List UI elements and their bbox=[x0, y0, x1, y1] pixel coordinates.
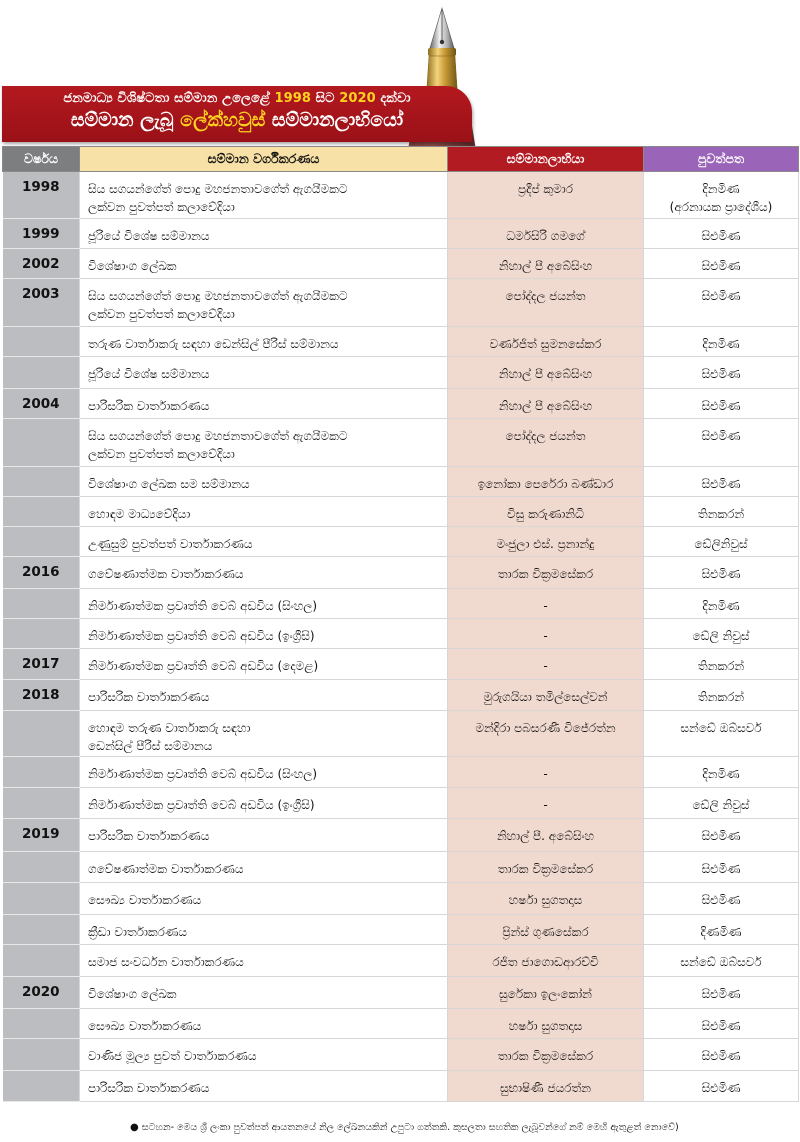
cell-category bbox=[80, 1039, 448, 1071]
cell-winner-line: මන්දිරා පබසරණී විජේරත්න bbox=[475, 721, 616, 735]
table-row bbox=[3, 249, 799, 279]
cell-winner bbox=[448, 219, 644, 249]
cell-winner-line: මංජුලා එස්. ප්‍රනාන්දු bbox=[496, 537, 595, 551]
table-row bbox=[3, 1039, 799, 1071]
cell-newspaper bbox=[644, 497, 799, 527]
cell-category-line: ලක්වන පුවත්පත් කලාවේදියා bbox=[88, 447, 235, 461]
cell-newspaper-line: ඩේලි නිවුස් bbox=[692, 629, 750, 643]
cell-category-line: පාරිසරික වාර්තාකරණය bbox=[88, 1081, 210, 1095]
table-row bbox=[3, 219, 799, 249]
cell-winner bbox=[448, 1071, 644, 1102]
cell-winner-line: නිහාල් පී. අබේසිංහ bbox=[496, 829, 595, 843]
cell-category bbox=[80, 357, 448, 389]
table-row bbox=[3, 389, 799, 419]
cell-category bbox=[80, 419, 448, 467]
cell-year bbox=[3, 1039, 80, 1071]
cell-winner bbox=[448, 757, 644, 788]
cell-year: 2020 bbox=[3, 977, 80, 1009]
cell-winner-line: - bbox=[543, 659, 548, 673]
cell-winner-line: පෝද්දල ජයන්ත bbox=[505, 429, 586, 443]
cell-newspaper bbox=[644, 589, 799, 619]
cell-category-line: හොඳම තරුණ වාර්තාකරු සඳහා bbox=[88, 721, 251, 735]
cell-winner bbox=[448, 788, 644, 819]
cell-newspaper-line: දිනමිණ bbox=[702, 599, 740, 613]
cell-newspaper bbox=[644, 389, 799, 419]
cell-category bbox=[80, 1071, 448, 1102]
cell-year bbox=[3, 467, 80, 497]
cell-winner-line: නිහාල් පී අබේසිංහ bbox=[498, 367, 593, 381]
table-row bbox=[3, 527, 799, 557]
cell-category bbox=[80, 249, 448, 279]
cell-year bbox=[3, 788, 80, 819]
cell-category-line: සිය සගයන්ගේත් පොදු මහජනතාවගේත් ඇගයීමකට bbox=[88, 289, 348, 303]
table-row bbox=[3, 1009, 799, 1039]
cell-category-line: විශේෂාංග ලේඛක සම සම්මානය bbox=[88, 477, 250, 491]
cell-category bbox=[80, 219, 448, 249]
cell-year bbox=[3, 619, 80, 649]
table-row bbox=[3, 649, 799, 680]
cell-year bbox=[3, 589, 80, 619]
cell-category bbox=[80, 527, 448, 557]
table-row bbox=[3, 589, 799, 619]
cell-category bbox=[80, 327, 448, 357]
cell-category-line: පාරිසරික වාර්තාකරණය bbox=[88, 399, 210, 413]
cell-category bbox=[80, 852, 448, 883]
cell-winner-line: ධර්මසිරි ගමගේ bbox=[506, 229, 585, 243]
table-row bbox=[3, 788, 799, 819]
cell-newspaper-line: සිළුමිණ bbox=[701, 893, 741, 907]
cell-winner-line: පෝද්දල ජයන්ත bbox=[505, 289, 586, 303]
cell-newspaper-line: සිළුමිණ bbox=[701, 229, 741, 243]
cell-category bbox=[80, 497, 448, 527]
cell-year bbox=[3, 419, 80, 467]
cell-winner-line: - bbox=[543, 798, 548, 812]
cell-category-line: සිය සගයන්ගේත් පොදු මහජනතාවගේත් ඇගයීමකට bbox=[88, 429, 348, 443]
cell-newspaper-line: සන්ඩේ ඔබ්සවර් bbox=[680, 721, 762, 735]
title-prefix: සම්මාන ලැබූ bbox=[70, 109, 181, 131]
cell-category bbox=[80, 915, 448, 945]
cell-category bbox=[80, 172, 448, 219]
cell-year: 1999 bbox=[3, 219, 80, 249]
cell-year bbox=[3, 1009, 80, 1039]
cell-newspaper-line: ඩේලිනිවුස් bbox=[694, 537, 748, 551]
cell-year bbox=[3, 357, 80, 389]
cell-winner bbox=[448, 497, 644, 527]
cell-category-line: විශේෂාංග ලේඛක bbox=[88, 987, 177, 1001]
cell-winner bbox=[448, 819, 644, 852]
cell-newspaper-line: තිනකරන් bbox=[697, 690, 745, 704]
cell-newspaper-line: සන්ඩේ ඔබ්සවර් bbox=[680, 955, 762, 969]
table-header-row bbox=[3, 147, 799, 172]
title-banner bbox=[2, 86, 472, 142]
cell-newspaper bbox=[644, 915, 799, 945]
cell-year: 1998 bbox=[3, 172, 80, 219]
cell-category bbox=[80, 977, 448, 1009]
cell-newspaper bbox=[644, 279, 799, 327]
table-row bbox=[3, 1071, 799, 1102]
cell-newspaper bbox=[644, 1009, 799, 1039]
subtitle-prefix: ජනමාධ්‍ය විශිෂ්ටතා සම්මාන උලෙළේ bbox=[63, 91, 275, 106]
cell-newspaper-line: සිළුමිණ bbox=[701, 399, 741, 413]
cell-newspaper bbox=[644, 557, 799, 589]
cell-newspaper bbox=[644, 527, 799, 557]
cell-category-line: සෞඛ්‍ය වාර්තාකරණය bbox=[88, 1019, 202, 1033]
cell-winner bbox=[448, 589, 644, 619]
cell-category-line: හොඳම මාධ්‍යවේදියා bbox=[88, 507, 191, 521]
cell-newspaper-line: සිළුමිණ bbox=[701, 987, 741, 1001]
cell-winner-line: සුරේකා ඉලංකෝන් bbox=[499, 987, 592, 1001]
table-row bbox=[3, 680, 799, 711]
cell-newspaper-line: සිළුමිණ bbox=[701, 1081, 741, 1095]
cell-year: 2003 bbox=[3, 279, 80, 327]
table-row bbox=[3, 883, 799, 915]
cell-newspaper bbox=[644, 757, 799, 788]
cell-year bbox=[3, 497, 80, 527]
cell-category-line: ගවේෂණාත්මක වාර්තාකරණය bbox=[88, 567, 244, 581]
cell-category bbox=[80, 389, 448, 419]
cell-winner bbox=[448, 172, 644, 219]
cell-category-line: ඩෙන්සිල් පීරිස් සම්මානය bbox=[88, 739, 213, 753]
cell-newspaper-line: සිළුමිණ bbox=[701, 367, 741, 381]
footnote-text: සටහන- මෙය ශ්‍රී ලංකා පුවත්පත් ආයතනයේ නිල ලේඛනයකින් උපුටා ගත්තකි. කුසලතා සහතික ලැබූවන්ගේ නම් මෙහි ඇතුළත් නොවේ) bbox=[141, 1122, 679, 1133]
cell-winner bbox=[448, 1039, 644, 1071]
cell-year bbox=[3, 527, 80, 557]
cell-category-line: ලක්වන පුවත්පත් කලාවේදියා bbox=[88, 200, 235, 214]
cell-newspaper bbox=[644, 172, 799, 219]
cell-category-line: තරුණ වාර්තාකරු සඳහා ඩෙන්සිල් පීරිස් සම්මානය bbox=[88, 337, 339, 351]
cell-winner bbox=[448, 680, 644, 711]
table-row bbox=[3, 497, 799, 527]
cell-winner bbox=[448, 357, 644, 389]
cell-winner bbox=[448, 977, 644, 1009]
cell-winner bbox=[448, 1009, 644, 1039]
footnote-bullet: ● bbox=[130, 1122, 139, 1133]
cell-newspaper bbox=[644, 977, 799, 1009]
cell-category-line: ක්‍රීඩා වාර්තාකරණය bbox=[88, 925, 188, 939]
cell-newspaper bbox=[644, 327, 799, 357]
cell-winner-line: - bbox=[543, 629, 548, 643]
cell-newspaper bbox=[644, 219, 799, 249]
cell-winner bbox=[448, 527, 644, 557]
cell-winner-line: තාරක වික්‍රමසේකර bbox=[497, 1049, 594, 1063]
cell-winner-line: තාරක වික්‍රමසේකර bbox=[497, 567, 594, 581]
table-row bbox=[3, 172, 799, 219]
cell-winner bbox=[448, 649, 644, 680]
cell-winner bbox=[448, 557, 644, 589]
cell-category bbox=[80, 788, 448, 819]
header-newspaper: පුවත්පත bbox=[644, 147, 799, 172]
table-row bbox=[3, 819, 799, 852]
cell-winner-line: තාරක වික්‍රමසේකර bbox=[497, 862, 594, 876]
cell-winner bbox=[448, 711, 644, 757]
cell-winner-line: හර්ෂා සුගතදාස bbox=[508, 893, 583, 907]
cell-category-line: පාරිසරික වාර්තාකරණය bbox=[88, 829, 210, 843]
cell-category bbox=[80, 649, 448, 680]
cell-category bbox=[80, 467, 448, 497]
table-row bbox=[3, 357, 799, 389]
cell-winner bbox=[448, 883, 644, 915]
cell-category bbox=[80, 589, 448, 619]
cell-newspaper bbox=[644, 883, 799, 915]
cell-category-line: ගවේෂණාත්මක වාර්තාකරණය bbox=[88, 862, 244, 876]
cell-winner-line: - bbox=[543, 767, 548, 781]
cell-category-line: නිර්මාණාත්මක ප්‍රවෘත්ති වෙබ් අඩවිය (දෙමළ) bbox=[88, 659, 319, 673]
header-year: වර්ෂය bbox=[3, 147, 80, 172]
cell-newspaper bbox=[644, 419, 799, 467]
table-row bbox=[3, 757, 799, 788]
cell-year bbox=[3, 945, 80, 977]
cell-newspaper-line: (අරනායක ප්‍රාදේශීය) bbox=[669, 200, 773, 214]
cell-category-line: ලක්වන පුවත්පත් කලාවේදියා bbox=[88, 307, 235, 321]
subtitle-mid: සිට bbox=[311, 91, 340, 106]
cell-category bbox=[80, 279, 448, 327]
cell-winner bbox=[448, 945, 644, 977]
cell-year bbox=[3, 1071, 80, 1102]
table-row bbox=[3, 467, 799, 497]
table-row bbox=[3, 711, 799, 757]
cell-newspaper-line: සිළුමිණ bbox=[701, 289, 741, 303]
cell-category bbox=[80, 1009, 448, 1039]
cell-newspaper bbox=[644, 249, 799, 279]
cell-winner-line: ප්‍රදීප් කුමාර bbox=[518, 182, 573, 196]
subtitle-suffix: දක්වා bbox=[375, 91, 411, 106]
cell-newspaper bbox=[644, 467, 799, 497]
cell-newspaper bbox=[644, 357, 799, 389]
cell-newspaper-line: සිළුමිණ bbox=[701, 259, 741, 273]
cell-year bbox=[3, 852, 80, 883]
cell-category-line: නිර්මාණාත්මක ප්‍රවෘත්ති වෙබ් අඩවිය (ඉංග්‍රීසි) bbox=[88, 798, 315, 812]
cell-newspaper bbox=[644, 649, 799, 680]
table-row bbox=[3, 945, 799, 977]
table-row bbox=[3, 557, 799, 589]
banner-subtitle bbox=[2, 86, 472, 106]
cell-year bbox=[3, 883, 80, 915]
cell-newspaper-line: සිළුමිණ bbox=[701, 477, 741, 491]
cell-year bbox=[3, 757, 80, 788]
cell-newspaper-line: දිණමිණ bbox=[700, 925, 742, 939]
cell-winner bbox=[448, 467, 644, 497]
cell-winner-line: නිහාල් පී අබේසිංහ bbox=[498, 259, 593, 273]
cell-newspaper-line: සිළුමිණ bbox=[701, 829, 741, 843]
cell-category-line: සිය සගයන්ගේත් පොදු මහජනතාවගේත් ඇගයීමකට bbox=[88, 182, 348, 196]
cell-year bbox=[3, 915, 80, 945]
cell-category bbox=[80, 883, 448, 915]
subtitle-year-to: 2020 bbox=[339, 91, 376, 106]
cell-winner-line: වර්ණජිත් සුමනසේකර bbox=[489, 337, 602, 351]
header-category: සම්මාන වර්ගීකරණය bbox=[80, 147, 448, 172]
cell-winner-line: හර්ෂා සුගතදාස bbox=[508, 1019, 583, 1033]
cell-newspaper-line: දිනමිණ bbox=[702, 767, 740, 781]
cell-newspaper-line: සිළුමිණ bbox=[701, 1019, 741, 1033]
cell-newspaper-line: තිනකරන් bbox=[697, 507, 745, 521]
cell-category-line: ජූරියේ විශේෂ සම්මානය bbox=[88, 367, 210, 381]
cell-winner bbox=[448, 279, 644, 327]
cell-newspaper bbox=[644, 680, 799, 711]
table-row bbox=[3, 327, 799, 357]
cell-newspaper-line: සිළුමිණ bbox=[701, 1049, 741, 1063]
cell-category bbox=[80, 757, 448, 788]
cell-newspaper bbox=[644, 945, 799, 977]
cell-category-line: සමාජ සංවර්ධන වාර්තාකරණය bbox=[88, 955, 244, 969]
cell-newspaper bbox=[644, 788, 799, 819]
banner-title bbox=[2, 109, 472, 131]
cell-newspaper-line: තිනකරන් bbox=[697, 659, 745, 673]
cell-winner-line: විසු කරුණානිධි bbox=[507, 507, 584, 521]
title-highlight: ලේක්හවුස් bbox=[180, 109, 266, 131]
cell-winner-line: නිහාල් පී අබේසිංහ bbox=[498, 399, 593, 413]
cell-category-line: ජූරියේ විශේෂ සම්මානය bbox=[88, 229, 210, 243]
cell-newspaper-line: සිළුමිණ bbox=[701, 862, 741, 876]
cell-winner bbox=[448, 389, 644, 419]
cell-newspaper-line: සිළුමිණ bbox=[701, 567, 741, 581]
cell-year: 2016 bbox=[3, 557, 80, 589]
awards-table bbox=[2, 146, 799, 1102]
cell-year bbox=[3, 327, 80, 357]
cell-newspaper-line: ඩේලි නිවුස් bbox=[692, 798, 750, 812]
award-rows bbox=[3, 172, 799, 1102]
cell-category-line: පාරිසරික වාර්තාකරණය bbox=[88, 690, 210, 704]
cell-winner bbox=[448, 327, 644, 357]
cell-year bbox=[3, 711, 80, 757]
cell-category bbox=[80, 945, 448, 977]
table-row bbox=[3, 419, 799, 467]
cell-newspaper-line: සිළුමිණ bbox=[701, 429, 741, 443]
subtitle-year-from: 1998 bbox=[274, 91, 312, 106]
cell-winner-line: ඉනෝකා පෙරේරා බණ්ඩාර bbox=[477, 477, 614, 491]
cell-category bbox=[80, 680, 448, 711]
header-winner: සම්මානලාභියා bbox=[448, 147, 644, 172]
cell-newspaper bbox=[644, 1039, 799, 1071]
cell-winner bbox=[448, 915, 644, 945]
table-row bbox=[3, 852, 799, 883]
table-row bbox=[3, 915, 799, 945]
cell-winner bbox=[448, 852, 644, 883]
cell-winner bbox=[448, 419, 644, 467]
table-row bbox=[3, 619, 799, 649]
cell-year: 2017 bbox=[3, 649, 80, 680]
cell-newspaper bbox=[644, 711, 799, 757]
cell-newspaper-line: දිනමිණ bbox=[702, 182, 740, 196]
table-row bbox=[3, 279, 799, 327]
footnote bbox=[130, 1122, 798, 1133]
cell-winner bbox=[448, 249, 644, 279]
cell-newspaper bbox=[644, 819, 799, 852]
cell-category bbox=[80, 819, 448, 852]
cell-winner-line: මුරුගයියා තමිල්සෙල්වන් bbox=[483, 690, 608, 704]
cell-category-line: නිර්මාණාත්මක ප්‍රවෘත්ති වෙබ් අඩවිය (ඉංග්‍රීසි) bbox=[88, 629, 315, 643]
cell-newspaper bbox=[644, 619, 799, 649]
cell-year: 2018 bbox=[3, 680, 80, 711]
cell-winner-line: ප්‍රින්ස් ගුණසේකර bbox=[502, 925, 589, 939]
cell-category-line: නිර්මාණාත්මක ප්‍රවෘත්ති වෙබ් අඩවිය (සිංහල) bbox=[88, 767, 318, 781]
cell-category-line: උණුසුම් පුවත්පත් වාර්තාකරණය bbox=[88, 537, 253, 551]
cell-category-line: සෞඛ්‍ය වාර්තාකරණය bbox=[88, 893, 202, 907]
cell-category-line: විශේෂාංග ලේඛක bbox=[88, 259, 177, 273]
cell-category bbox=[80, 557, 448, 589]
table-row bbox=[3, 977, 799, 1009]
cell-newspaper bbox=[644, 1071, 799, 1102]
cell-winner bbox=[448, 619, 644, 649]
cell-year: 2002 bbox=[3, 249, 80, 279]
cell-winner-line: රජිත ජාගොඩආරච්චි bbox=[492, 955, 599, 969]
cell-newspaper bbox=[644, 852, 799, 883]
cell-category-line: වාණිජ මූල්‍ය පුවත් වාර්තාකරණය bbox=[88, 1049, 257, 1063]
cell-year: 2004 bbox=[3, 389, 80, 419]
cell-newspaper-line: දිනමිණ bbox=[702, 337, 740, 351]
cell-category bbox=[80, 619, 448, 649]
cell-winner-line: සුභාෂිණී ජයරත්න bbox=[500, 1081, 591, 1095]
title-suffix: සම්මානලාභියෝ bbox=[265, 109, 404, 131]
cell-year: 2019 bbox=[3, 819, 80, 852]
cell-category-line: නිර්මාණාත්මක ප්‍රවෘත්ති වෙබ් අඩවිය (සිංහල) bbox=[88, 599, 318, 613]
cell-category bbox=[80, 711, 448, 757]
cell-winner-line: - bbox=[543, 599, 548, 613]
